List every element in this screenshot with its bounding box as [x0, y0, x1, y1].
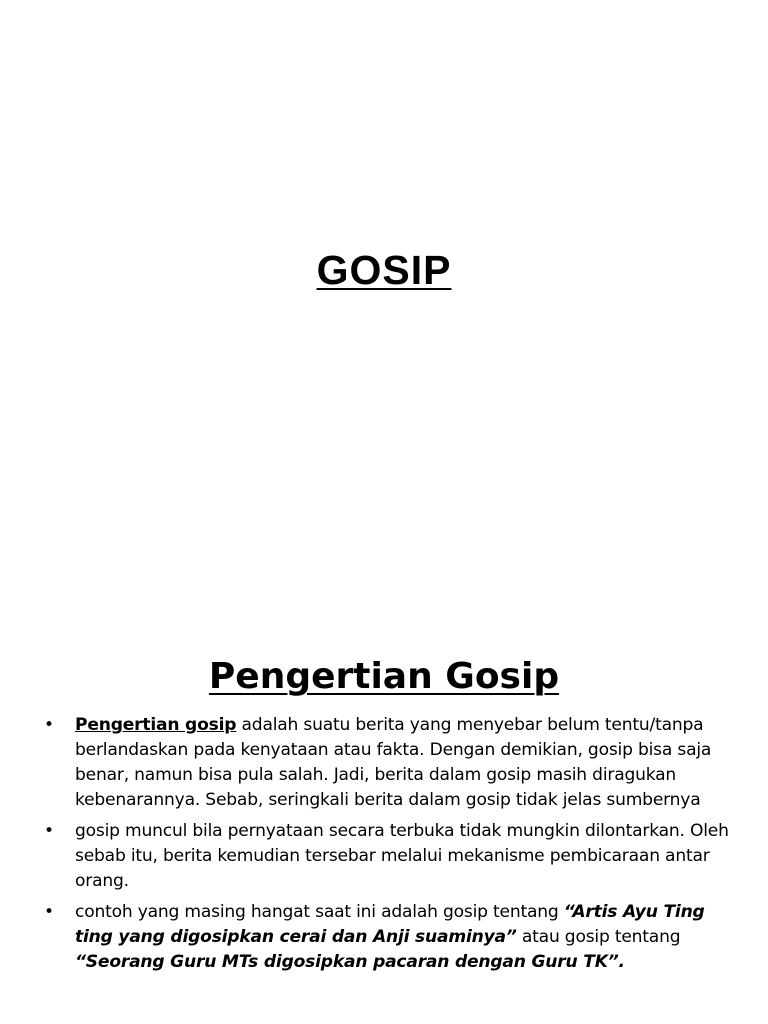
- bullet-marker: •: [44, 715, 54, 735]
- slide-title: GOSIP: [316, 247, 452, 294]
- definition-slide: [0, 512, 768, 1024]
- defined-term: Pengertian gosip: [75, 715, 237, 735]
- list-item-text: atau gosip tentang: [516, 927, 681, 947]
- bullet-marker: •: [44, 821, 54, 841]
- list-item-text: contoh yang masing hangat saat ini adalah gosip tentang: [75, 902, 564, 922]
- list-item-text: adalah suatu berita yang menyebar belum tentu/tanpa berlandaskan pada kenyataan atau fakta. Dengan demikian, gosip bisa saja benar, namun bisa pula salah. Jadi, berita dalam gosip masih diragukan kebenarannya. Sebab, seringkali berita dalam gosip tidak jelas sumbernya: [75, 715, 712, 810]
- list-item: [44, 819, 744, 894]
- example-quote: “Artis Ayu Ting ting yang digosipkan cerai dan Anji suaminya”: [75, 902, 705, 947]
- section-heading: Pengertian Gosip: [208, 655, 560, 697]
- bullet-list: [44, 713, 744, 981]
- list-item: [44, 900, 744, 975]
- list-item-text: gosip muncul bila pernyataan secara terbuka tidak mungkin dilontarkan. Oleh sebab itu, berita kemudian tersebar melalui mekanisme pembicaraan antar orang.: [75, 821, 729, 891]
- list-item: [44, 713, 744, 813]
- example-quote: “Seorang Guru MTs digosipkan pacaran dengan Guru TK”.: [75, 952, 625, 972]
- bullet-marker: •: [44, 902, 54, 922]
